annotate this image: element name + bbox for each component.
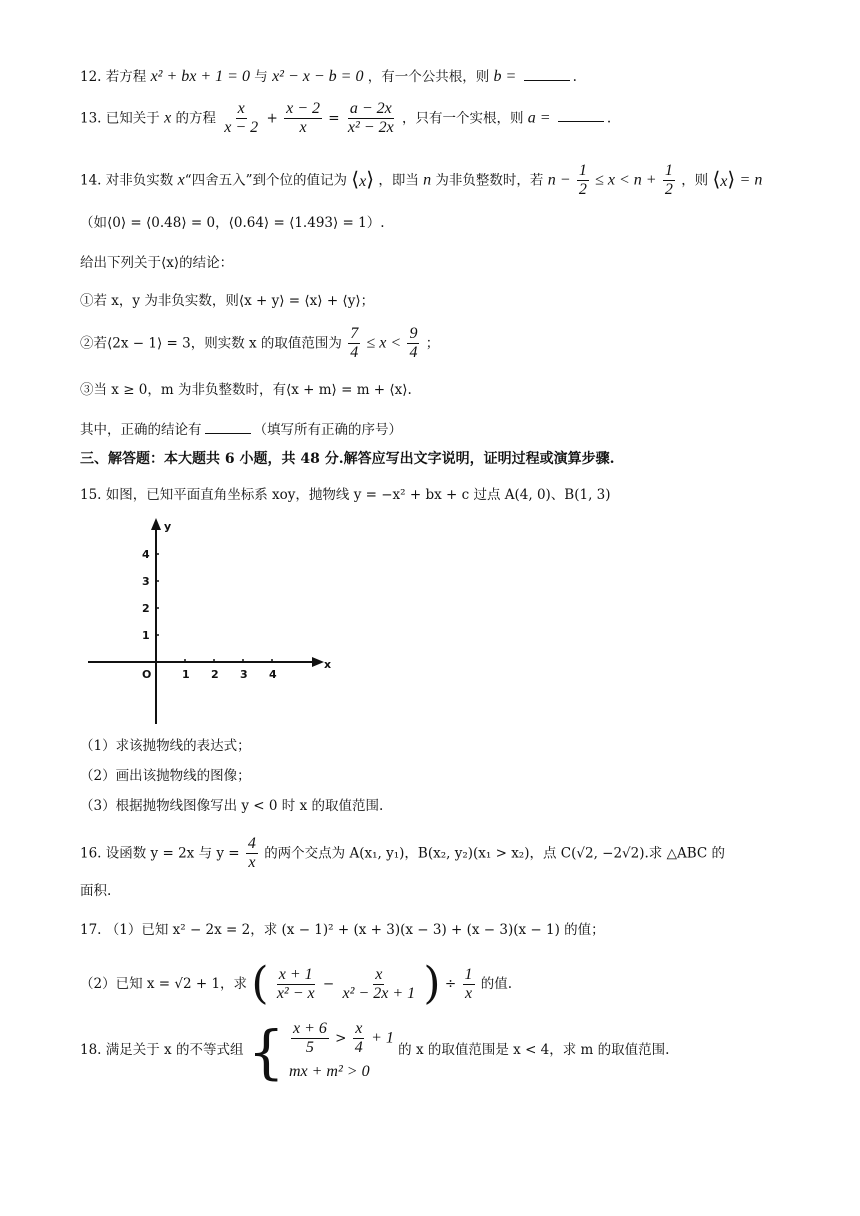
question-13 [80, 100, 611, 138]
q14-result: = n [739, 171, 763, 189]
q14-angle-x-2: ⟨x⟩ [712, 167, 736, 192]
q14-intro: 给出下列关于⟨x⟩的结论： [80, 255, 234, 271]
q12-variable: b = [493, 68, 517, 85]
q13-answer-blank[interactable] [558, 107, 604, 122]
q15-part-3: （3）根据抛物线图像写出 y < 0 时 x 的取值范围. [80, 798, 384, 814]
q14-conclusion-2 [80, 325, 439, 363]
q14-x: x [177, 171, 185, 189]
q13-fraction-2: $\frac{x - 2}{x}$ [286, 100, 320, 137]
q13-equals: = [328, 110, 340, 127]
q13-fraction-1: $\frac{x}{x - 2}$ [224, 100, 259, 137]
q14-n: n [423, 171, 432, 189]
x-tick-label: 1 [182, 668, 190, 681]
q12-equation-1: x² + bx + 1 = 0 [150, 68, 250, 85]
q18-text-a: 18. 满足关于 x 的不等式组 [80, 1041, 244, 1058]
q13-text-1: 已知关于 [105, 110, 160, 127]
q15-part-1: （1）求该抛物线的表达式； [80, 738, 251, 754]
y-tick-label: 1 [142, 629, 150, 642]
q14-text-2: “四舍五入”到个位的值记为 [184, 172, 347, 189]
q14-example: （如⟨0⟩ = ⟨0.48⟩ = 0，⟨0.64⟩ = ⟨1.493⟩ = 1）. [80, 215, 385, 231]
q16-text-b: 的两个交点为 A(x₁, y₁)，B(x₂, y₂)(x₁ > x₂)，点 C(√2, −2√2).求 △ABC 的 [264, 845, 726, 862]
question-18 [80, 1017, 670, 1086]
q13-x: x [164, 109, 172, 127]
q13-text-2: 的方程 [175, 110, 216, 127]
q14-angle-x: ⟨x⟩ [351, 167, 375, 192]
x-tick-label: 4 [269, 668, 277, 681]
x-axis-label: x [324, 658, 332, 671]
q13-variable: a = [527, 109, 551, 127]
q13-plus: + [266, 110, 278, 127]
q14-number: 14. [80, 172, 102, 189]
q12-equation-2: x² − x − b = 0 [272, 68, 364, 85]
q18-row-1 [289, 1020, 394, 1058]
q14-condition-right: ≤ x < n + [595, 171, 657, 189]
q17-fraction-3: $\frac{1}{x}$ [464, 965, 473, 1002]
y-tick-label: 2 [142, 602, 150, 615]
y-tick-label: 3 [142, 575, 150, 588]
q13-end: . [606, 110, 612, 127]
y-axis-arrow-icon [151, 518, 161, 530]
q14-condition-left: n − [547, 171, 571, 189]
q17-part-2 [80, 958, 513, 1009]
q14-conclusion-1: ①若 x，y 为非负实数，则⟨x + y⟩ = ⟨x⟩ + ⟨y⟩； [80, 293, 375, 309]
q14-text-1: 对非负实数 [105, 172, 174, 189]
q18-text-b: 的 x 的取值范围是 x < 4，求 m 的取值范围. [398, 1041, 670, 1058]
q14-ask-text: 其中，正确的结论有 [80, 422, 202, 438]
q14-conclusion-3: ③当 x ≥ 0，m 为非负整数时，有⟨x + m⟩ = m + ⟨x⟩. [80, 382, 412, 398]
q16-text-c: 面积. [80, 883, 112, 899]
q14-c2-fraction-1: $\frac{7}{4}$ [350, 325, 359, 362]
x-tick-label: 3 [240, 668, 248, 681]
q12-text-3: ，有一个公共根，则 [367, 69, 490, 85]
origin-label: O [142, 668, 152, 681]
q18-row-2: mx + m² > 0 [288, 1062, 370, 1080]
q18-greater: > [335, 1030, 347, 1047]
q18-fraction-2: $\frac{x}{4}$ [354, 1020, 363, 1057]
q14-text-5: ，则 [681, 172, 709, 189]
q17-minus: − [322, 976, 335, 992]
q15-part-2: （2）画出该抛物线的图像； [80, 768, 251, 784]
q14-c2-middle: ≤ x < [366, 334, 402, 352]
q17-right-paren: ) [423, 958, 441, 1009]
q17-p2-end: 的值. [480, 976, 513, 992]
q14-answer-blank[interactable] [205, 419, 251, 434]
q14-c2-text: ②若⟨2x − 1⟩ = 3，则实数 x 的取值范围为 [80, 335, 342, 352]
question-16 [80, 835, 725, 873]
q18-fraction-1: $\frac{x + 6}{5}$ [292, 1020, 327, 1057]
coordinate-graph [84, 516, 334, 728]
q18-brace: { [247, 1017, 285, 1086]
q14-ask [80, 419, 402, 438]
q14-c2-fraction-2: $\frac{9}{4}$ [409, 325, 418, 362]
q16-text-a: 16. 设函数 y = 2x 与 y = [80, 845, 240, 862]
q12-text-1: 若方程 [105, 69, 147, 85]
y-tick-label: 4 [142, 548, 150, 561]
q14-half-1: $\frac{1}{2}$ [578, 162, 587, 199]
q17-fraction-2: $\frac{x}{\text{x² − 2x + 1}}$ [342, 965, 416, 1002]
q12-end: . [572, 69, 577, 85]
q14-text-3: ，即当 [378, 172, 419, 189]
q13-fraction-3: $\frac{a - 2x}{\text{x² − 2x}}$ [347, 100, 394, 137]
x-tick-label: 2 [211, 668, 219, 681]
q13-text-3: ，只有一个实根，则 [402, 110, 524, 127]
q14-c2-end: ； [425, 335, 440, 352]
q17-fraction-1: $\frac{x + 1}{\text{x² − x}}$ [276, 965, 315, 1002]
question-12 [80, 66, 577, 86]
q14-text-4: 为非负整数时，若 [435, 172, 544, 189]
x-axis-arrow-icon [312, 657, 324, 667]
q12-number: 12. [80, 69, 102, 85]
q18-plus-one: + 1 [371, 1029, 394, 1047]
q13-number: 13. [80, 110, 102, 127]
q15-heading: 15. 如图，已知平面直角坐标系 xoy，抛物线 y = −x² + bx + c 过点 A(4, 0)、B(1, 3) [80, 487, 611, 503]
q17-divide: ÷ [444, 976, 457, 992]
q16-fraction: $\frac{4}{x}$ [247, 835, 256, 872]
q12-answer-blank[interactable] [524, 66, 570, 81]
q12-text-2: 与 [254, 69, 268, 85]
q18-system [289, 1020, 394, 1081]
q14-half-2: $\frac{1}{2}$ [664, 162, 673, 199]
q14-ask-hint: （填写所有正确的序号） [253, 422, 402, 438]
section-3-heading: 三、解答题：本大题共 6 小题，共 48 分.解答应写出文字说明，证明过程或演算步骤. [80, 451, 615, 467]
question-14 [80, 162, 762, 200]
q17-p2-text: （2）已知 x = √2 + 1，求 [80, 976, 248, 992]
q17-part-1: 17. （1）已知 x² − 2x = 2，求 (x − 1)² + (x + 3)(x − 3) + (x − 3)(x − 1) 的值； [80, 922, 605, 938]
y-axis-label: y [164, 520, 172, 533]
q17-left-paren: ( [251, 958, 269, 1009]
